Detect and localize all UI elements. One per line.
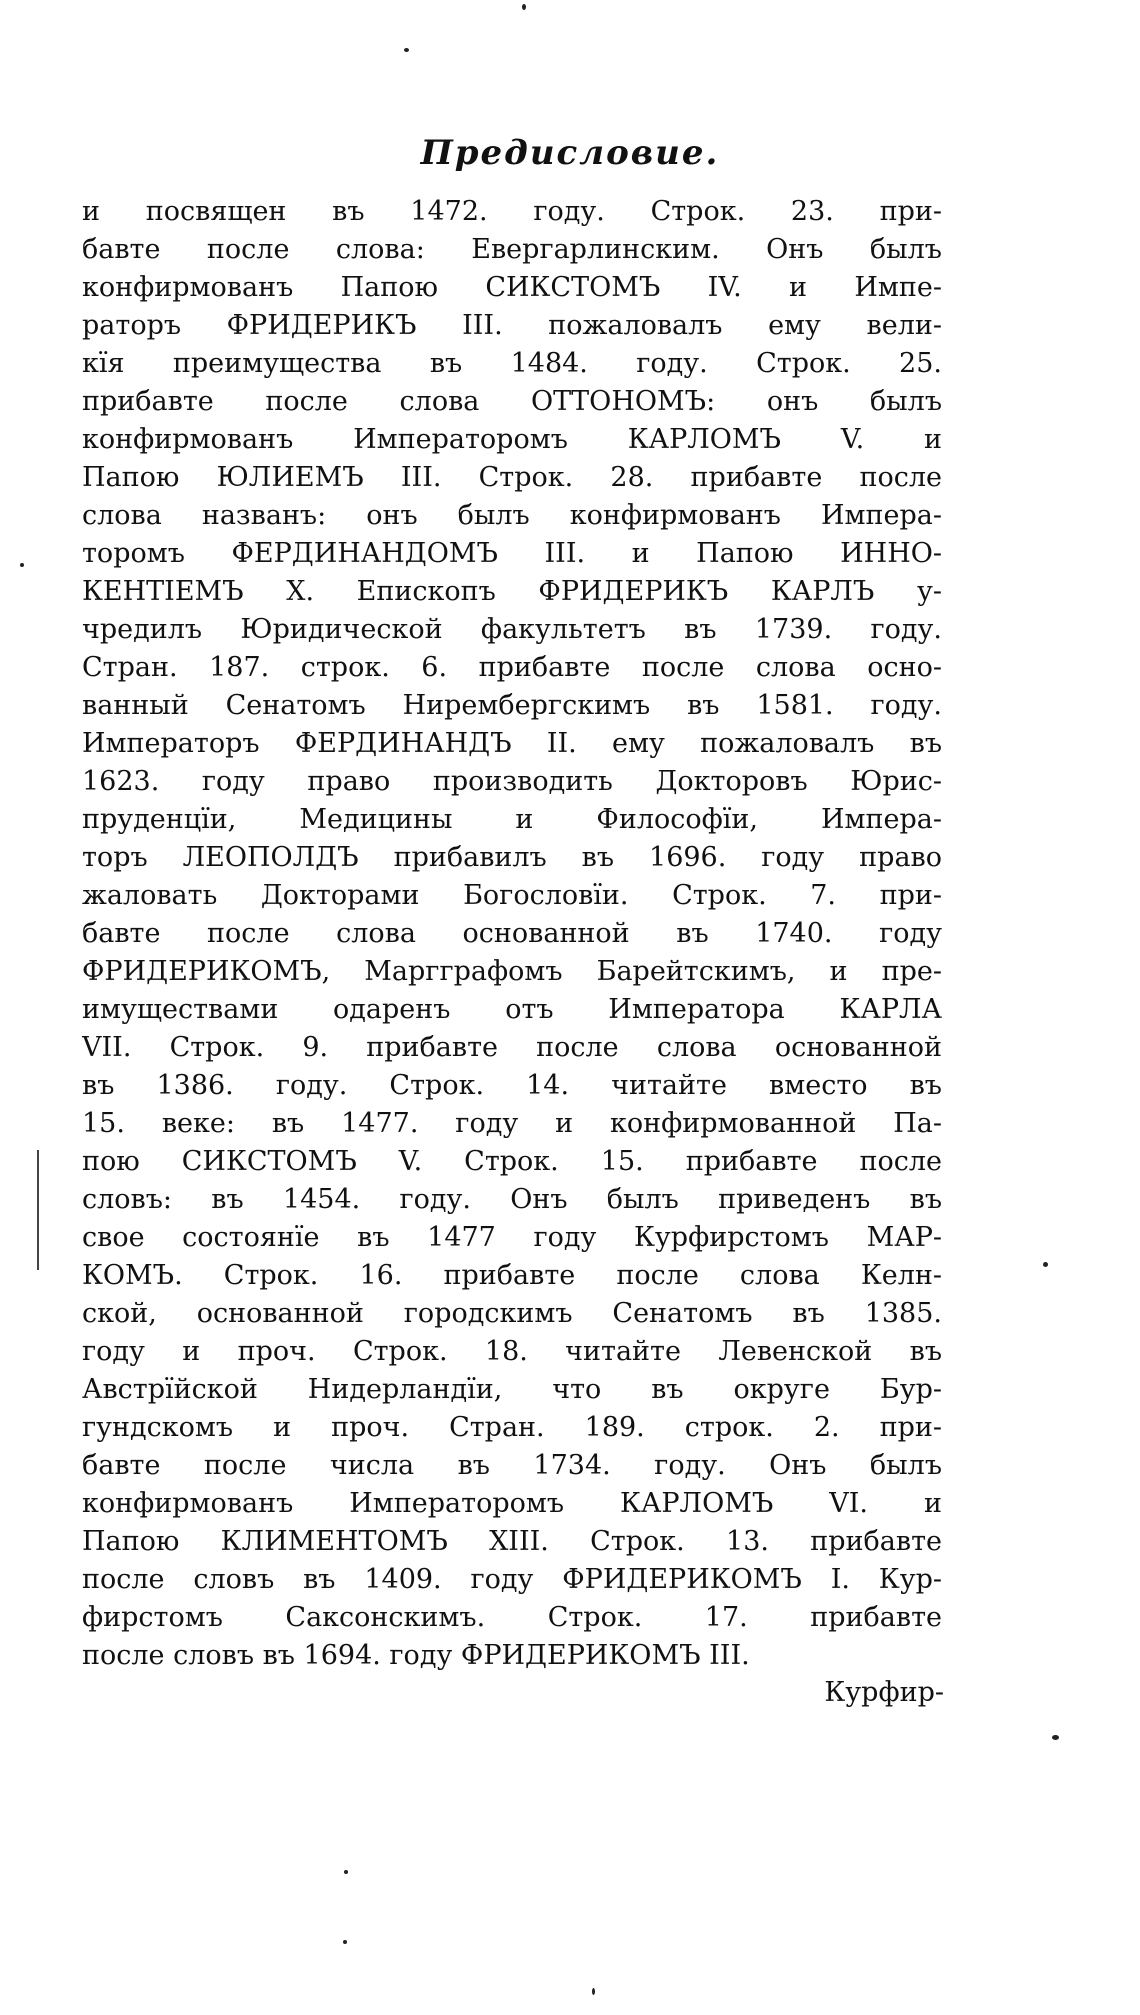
- scan-speck: [343, 1940, 347, 1944]
- text-line: ской, основанной городскимъ Сенатомъ въ 1385.: [82, 1298, 942, 1329]
- text-line: въ 1386. году. Строк. 14. читайте вместо въ: [82, 1070, 942, 1101]
- margin-mark: [37, 1150, 39, 1270]
- text-line: и посвящен въ 1472. году. Строк. 23. при-: [82, 196, 942, 227]
- text-line: пою СИКСТОМЪ V. Строк. 15. прибавте после: [82, 1146, 942, 1177]
- scan-speck: [404, 48, 409, 52]
- text-line: торъ ЛЕОПОЛДЪ прибавилъ въ 1696. году право: [82, 842, 942, 873]
- text-line: Императоръ ФЕРДИНАНДЪ II. ему пожаловалъ въ: [82, 728, 942, 759]
- text-line: фирстомъ Саксонскимъ. Строк. 17. прибавте: [82, 1602, 942, 1633]
- text-line: ФРИДЕРИКОМЪ, Маргграфомъ Барейтскимъ, и пре-: [82, 956, 942, 987]
- text-line: гундскомъ и проч. Стран. 189. строк. 2. при-: [82, 1412, 942, 1443]
- text-line: прибавте после слова ОТТОНОМЪ: онъ былъ: [82, 386, 942, 417]
- text-line: ванный Сенатомъ Нирембергскимъ въ 1581. году.: [82, 690, 942, 721]
- scan-speck: [592, 1988, 595, 1995]
- text-line: конфирмованъ Императоромъ КАРЛОМЪ V. и: [82, 424, 942, 455]
- text-line: раторъ ФРИДЕРИКЪ III. пожаловалъ ему вели-: [82, 310, 942, 341]
- text-line: конфирмованъ Папою СИКСТОМЪ IV. и Импе-: [82, 272, 942, 303]
- text-line: 1623. году право производить Докторовъ Юрис-: [82, 766, 942, 797]
- scan-speck: [344, 1870, 348, 1874]
- text-line: 15. веке: въ 1477. году и конфирмованной Па-: [82, 1108, 942, 1139]
- text-line: VII. Строк. 9. прибавте после слова основанной: [82, 1032, 942, 1063]
- text-line: имуществами одаренъ отъ Императора КАРЛА: [82, 994, 942, 1025]
- text-line: бавте после слова основанной въ 1740. году: [82, 918, 942, 949]
- text-line: Стран. 187. строк. 6. прибавте после слова осно-: [82, 652, 942, 683]
- text-line: пруденцїи, Медицины и Философїи, Импера-: [82, 804, 942, 835]
- scan-speck: [522, 4, 526, 10]
- text-line: КОМЪ. Строк. 16. прибавте после слова Келн-: [82, 1260, 942, 1291]
- text-line: чредилъ Юридической факультетъ въ 1739. году.: [82, 614, 942, 645]
- catchword: Курфир-: [824, 1677, 944, 1708]
- text-line: году и проч. Строк. 18. читайте Левенской въ: [82, 1336, 942, 1367]
- text-line: бавте после слова: Евергарлинским. Онъ былъ: [82, 234, 942, 265]
- text-line: свое состоянїе въ 1477 году Курфирстомъ МАР-: [82, 1222, 942, 1253]
- text-line: конфирмованъ Императоромъ КАРЛОМЪ VI. и: [82, 1488, 942, 1519]
- text-line: Папою КЛИМЕНТОМЪ XIII. Строк. 13. прибавте: [82, 1526, 942, 1557]
- text-line: слова названъ: онъ былъ конфирмованъ Импера-: [82, 500, 942, 531]
- text-line: кїя преимущества въ 1484. году. Строк. 25.: [82, 348, 942, 379]
- scan-speck: [1052, 1735, 1059, 1740]
- text-line: словъ: въ 1454. году. Онъ былъ приведенъ въ: [82, 1184, 942, 1215]
- body-text: [82, 193, 942, 1675]
- text-line: после словъ въ 1694. году ФРИДЕРИКОМЪ III.: [82, 1640, 750, 1671]
- text-line: жаловать Докторами Богословїи. Строк. 7. при-: [82, 880, 942, 911]
- text-line: торомъ ФЕРДИНАНДОМЪ III. и Папою ИННО-: [82, 538, 942, 569]
- scan-speck: [20, 563, 24, 567]
- text-line: бавте после числа въ 1734. году. Онъ былъ: [82, 1450, 942, 1481]
- text-line: Австрїйской Нидерландїи, что въ округе Бур-: [82, 1374, 942, 1405]
- text-line: КЕНТIЕМЪ X. Епископъ ФРИДЕРИКЪ КАРЛЪ у-: [82, 576, 942, 607]
- page-header: Предисловие.: [420, 133, 720, 173]
- scan-speck: [1043, 1262, 1048, 1267]
- text-line: Папою ЮЛИЕМЪ III. Строк. 28. прибавте после: [82, 462, 942, 493]
- text-line: после словъ въ 1409. году ФРИДЕРИКОМЪ I. Кур-: [82, 1564, 942, 1595]
